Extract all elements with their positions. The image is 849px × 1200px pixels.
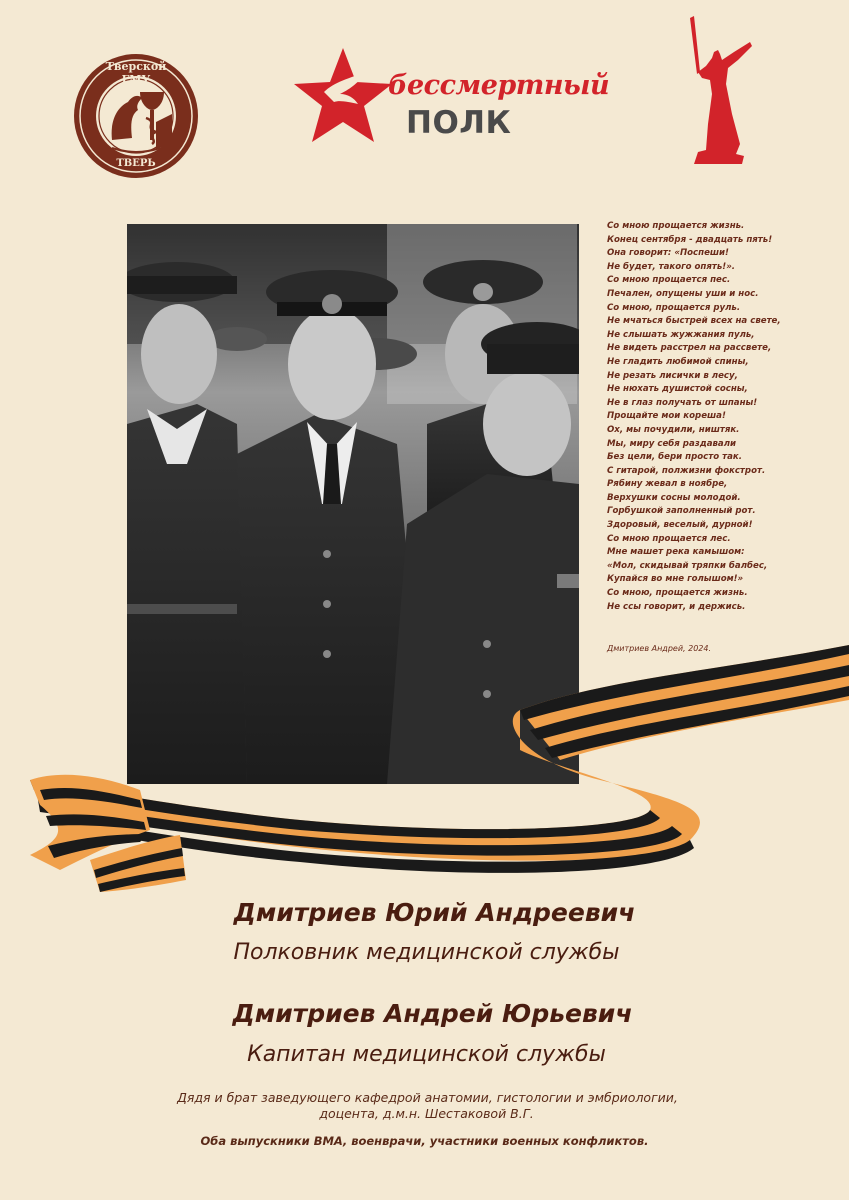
poem-line: Со мною, прощается руль. (607, 302, 741, 313)
poem-line: Мы, миру себя раздавали (607, 438, 737, 449)
person2-rank: Капитан медицинской службы (247, 1042, 606, 1067)
poem-line: Не слышать жужжания пуль, (607, 329, 755, 340)
poem-line: Мне машет река камышом: (607, 547, 745, 558)
poem-line: Без цели, бери просто так. (607, 452, 742, 463)
relation-line-2: доцента, д.м.н. Шестаковой В.Г. (319, 1106, 534, 1121)
poem-line: С гитарой, полжизни фокстрот. (607, 465, 766, 476)
red-star-icon (288, 42, 398, 152)
person1-name: Дмитриев Юрий Андреевич (233, 898, 636, 927)
person1-rank: Полковник медицинской службы (233, 940, 620, 965)
poem-line: Горбушкой заполненный рот. (607, 506, 756, 517)
seal-bottom-text: ТВЕРЬ (116, 158, 156, 169)
polk-word-immortal: бессмертный (388, 70, 610, 101)
poem-signature: Дмитриев Андрей, 2024. (607, 644, 712, 653)
poem-line: «Мол, скидывай тряпки балбес, (607, 560, 768, 571)
st-george-ribbon (0, 640, 849, 900)
poem-line: Не нюхать душистой сосны, (607, 384, 748, 395)
poem-text (607, 220, 842, 614)
poem-line: Не будет, такого опять!». (607, 261, 736, 272)
poem-line: Печален, опущены уши и нос. (607, 288, 759, 299)
poem-line: Не в глаз получать от шпаны! (607, 397, 758, 408)
poem-line: Не ссы говорит, и держись. (607, 601, 746, 612)
poem-line: Со мною прощается пес. (607, 275, 731, 286)
footer-note: Оба выпускники ВМА, военврачи, участники военных конфликтов. (200, 1134, 649, 1148)
seal-top-text: Тверской ГМУ (105, 60, 167, 86)
poem-line: Верхушки сосны молодой. (607, 492, 741, 503)
motherland-statue-icon (684, 14, 754, 166)
polk-word-regiment: ПОЛК (406, 105, 512, 141)
poem-line: Конец сентября - двадцать пять! (607, 234, 773, 245)
poem-line: Со мною прощается лес. (607, 533, 731, 544)
relation-line-1: Дядя и брат заведующего кафедрой анатомии, гистологии и эмбриологии, (177, 1090, 678, 1105)
poem-line: Не мчаться быстрей всех на свете, (607, 316, 781, 327)
immortal-regiment-logo (288, 42, 610, 152)
poem-line: Здоровый, веселый, дурной! (607, 520, 753, 531)
poem-line: Не резать лисички в лесу, (607, 370, 738, 381)
poem-line: Не видеть расстрел на рассвете, (607, 343, 772, 354)
poem-line: Прощайте мои кореша! (607, 411, 726, 422)
poem-line: Она говорит: «Поспеши! (607, 248, 729, 259)
poem-line: Ох, мы почудили, ништяк. (607, 424, 740, 435)
poem-line: Купайся во мне голышом!» (607, 574, 744, 585)
poem-line: Со мною прощается жизнь. (607, 221, 745, 231)
tver-gmu-seal-logo (72, 52, 200, 180)
poem-line: Рябину жевал в ноябре, (607, 479, 728, 490)
poem-line: Со мною, прощается жизнь. (607, 588, 748, 599)
person2-name: Дмитриев Андрей Юрьевич (232, 999, 633, 1028)
poem-line: Не гладить любимой спины, (607, 356, 749, 367)
